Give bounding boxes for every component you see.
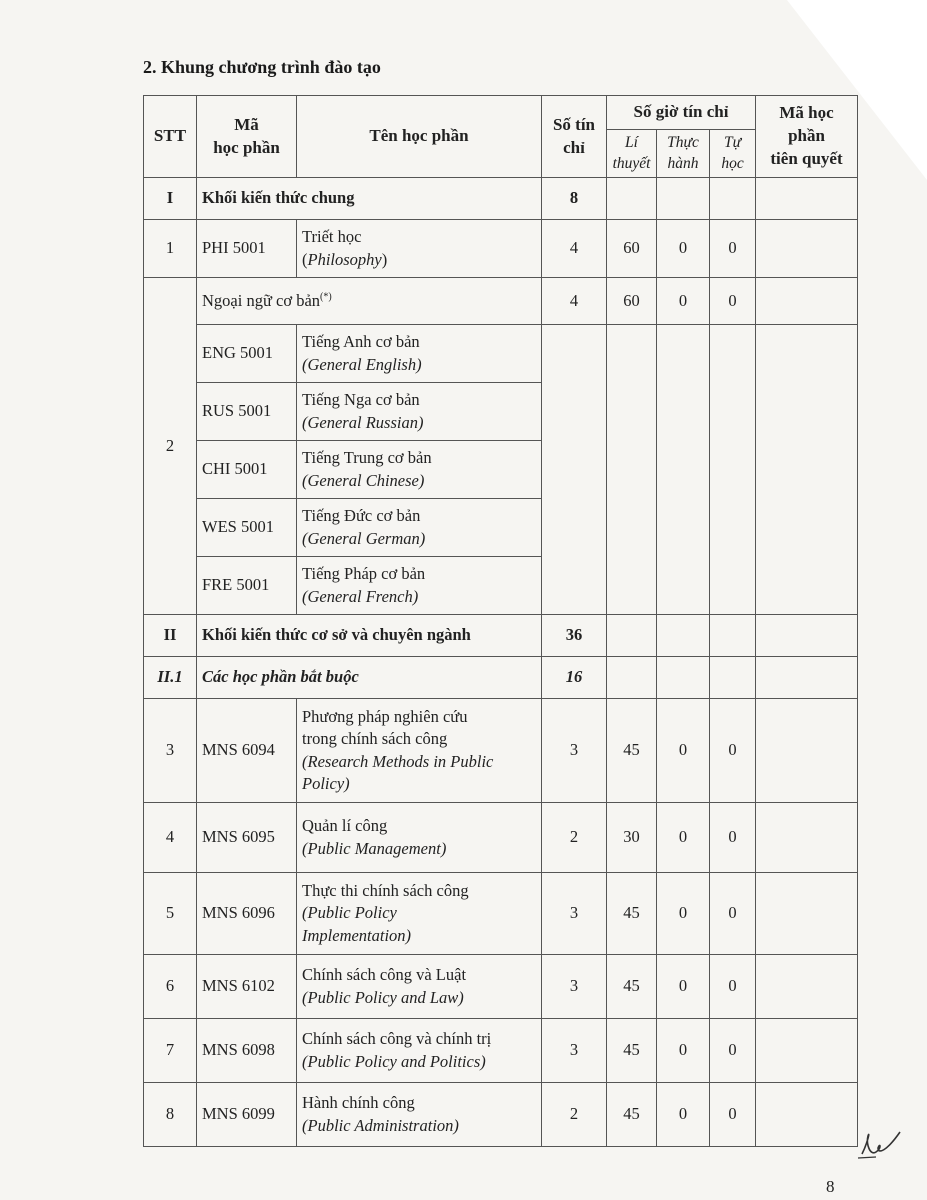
table-row: [144, 278, 858, 325]
course-name-en-line2: Implementation): [302, 925, 412, 945]
course-name-vi: Chính sách công và Luật: [302, 965, 467, 985]
theory-hours: 45: [607, 873, 657, 955]
course-name-en: (General Russian): [302, 412, 424, 432]
theory-hours: 60: [607, 220, 657, 278]
practice-hours: 0: [657, 803, 710, 873]
practice-hours: 0: [657, 1019, 710, 1083]
table-row: [144, 1083, 858, 1147]
practice-hours: 0: [657, 699, 710, 803]
course-name-vi: Ngoại ngữ cơ bản: [202, 290, 321, 310]
header-theory-line1: Lí: [625, 133, 638, 151]
course-name: [297, 1019, 542, 1083]
theory-hours: 60: [607, 278, 657, 325]
course-name-en-line2: Policy): [302, 773, 350, 793]
row-number: 7: [144, 1019, 197, 1083]
course-credits: 3: [542, 955, 607, 1019]
empty-cell: [756, 955, 858, 1019]
course-name-vi: Thực thi chính sách công: [302, 881, 469, 901]
row-number: 2: [144, 278, 197, 615]
course-name: [297, 803, 542, 873]
self-study-hours: 0: [710, 699, 756, 803]
empty-cell: [756, 615, 858, 657]
course-name-vi: Phương pháp nghiên cứu: [302, 706, 468, 726]
header-theory-line2: thuyết: [612, 154, 651, 172]
section-credits: 36: [542, 615, 607, 657]
course-name-en: (Public Policy and Law): [302, 987, 464, 1007]
self-study-hours: 0: [710, 955, 756, 1019]
self-study-hours: 0: [710, 1019, 756, 1083]
empty-cell: [756, 1019, 858, 1083]
section-row-II1: [144, 657, 858, 699]
empty-cell: [657, 657, 710, 699]
section-title: Khối kiến thức cơ sở và chuyên ngành: [197, 615, 542, 657]
empty-cell: [756, 278, 858, 325]
header-prereq-line2: phần: [788, 126, 825, 146]
course-code: PHI 5001: [197, 220, 297, 278]
curriculum-table: [143, 95, 858, 1147]
course-code: MNS 6102: [197, 955, 297, 1019]
course-credits: 4: [542, 278, 607, 325]
course-name: [297, 325, 542, 383]
empty-cell: [756, 803, 858, 873]
course-code: MNS 6098: [197, 1019, 297, 1083]
course-name-vi: Hành chính công: [302, 1093, 415, 1113]
course-code: RUS 5001: [197, 383, 297, 441]
empty-cell: [710, 615, 756, 657]
course-credits: 2: [542, 803, 607, 873]
self-study-hours: 0: [710, 278, 756, 325]
signature-mark: [856, 1122, 906, 1162]
course-name-vi: Tiếng Anh cơ bản: [302, 332, 420, 352]
empty-cell: [607, 325, 657, 615]
course-credits: 3: [542, 873, 607, 955]
course-name-vi: Chính sách công và chính trị: [302, 1029, 492, 1049]
empty-cell: [657, 615, 710, 657]
theory-hours: 45: [607, 1019, 657, 1083]
empty-cell: [710, 325, 756, 615]
course-name-en: (General German): [302, 528, 426, 548]
header-code: [197, 96, 297, 178]
course-name-en: (General English): [302, 354, 422, 374]
course-credits: 4: [542, 220, 607, 278]
course-name-vi-line2: trong chính sách công: [302, 729, 448, 749]
header-credits-line1: Số tín: [552, 114, 596, 134]
table-row: [144, 955, 858, 1019]
course-name: [297, 955, 542, 1019]
header-practice: [657, 130, 710, 178]
practice-hours: 0: [657, 1083, 710, 1147]
course-code: MNS 6095: [197, 803, 297, 873]
course-name-vi: Tiếng Nga cơ bản: [302, 390, 420, 410]
empty-cell: [756, 178, 858, 220]
course-name: [297, 873, 542, 955]
footnote-mark: (*): [320, 291, 332, 303]
theory-hours: 30: [607, 803, 657, 873]
empty-cell: [607, 178, 657, 220]
section-title: Khối kiến thức chung: [197, 178, 542, 220]
course-name-en: (Research Methods in Public: [302, 751, 494, 771]
section-heading: 2. Khung chương trình đào tạo: [143, 57, 381, 77]
header-self-study-line1: Tự: [723, 133, 742, 151]
course-credits: 2: [542, 1083, 607, 1147]
course-credits: 3: [542, 699, 607, 803]
practice-hours: 0: [657, 278, 710, 325]
table-row: [144, 699, 858, 803]
course-code: ENG 5001: [197, 325, 297, 383]
header-credits-line2: chỉ: [563, 137, 585, 157]
row-number: 1: [144, 220, 197, 278]
empty-cell: [756, 325, 858, 615]
theory-hours: 45: [607, 699, 657, 803]
section-row-I: [144, 178, 858, 220]
practice-hours: 0: [657, 873, 710, 955]
section-title: Các học phần bắt buộc: [197, 657, 542, 699]
row-number: 5: [144, 873, 197, 955]
header-code-line1: Mã: [234, 114, 259, 134]
course-name-en: (Public Policy: [302, 903, 397, 923]
course-name: [297, 499, 542, 557]
self-study-hours: 0: [710, 220, 756, 278]
section-number: II.1: [144, 657, 197, 699]
empty-cell: [607, 615, 657, 657]
empty-cell: [657, 325, 710, 615]
theory-hours: 45: [607, 1083, 657, 1147]
course-name-en: Philosophy: [307, 249, 382, 269]
row-number: 3: [144, 699, 197, 803]
practice-hours: 0: [657, 955, 710, 1019]
course-name: [297, 383, 542, 441]
table-row: [144, 803, 858, 873]
course-name: [297, 441, 542, 499]
section-number: I: [144, 178, 197, 220]
header-theory: [607, 130, 657, 178]
section-credits: 16: [542, 657, 607, 699]
self-study-hours: 0: [710, 1083, 756, 1147]
header-stt: STT: [144, 96, 197, 178]
course-name-vi: Tiếng Đức cơ bản: [302, 506, 421, 526]
row-number: 8: [144, 1083, 197, 1147]
header-prerequisite: [756, 96, 858, 178]
header-self-study: [710, 130, 756, 178]
course-name-en: (General Chinese): [302, 470, 425, 490]
header-course-name: Tên học phần: [297, 96, 542, 178]
course-name-vi: Tiếng Trung cơ bản: [302, 448, 432, 468]
course-name-en: (Public Management): [302, 838, 447, 858]
course-code: MNS 6094: [197, 699, 297, 803]
empty-cell: [607, 657, 657, 699]
table-row: [144, 873, 858, 955]
header-prereq-line1: Mã học: [779, 103, 834, 123]
course-name-vi: Quản lí công: [302, 816, 388, 836]
course-name-en: (Public Administration): [302, 1115, 459, 1135]
course-code: CHI 5001: [197, 441, 297, 499]
section-credits: 8: [542, 178, 607, 220]
header-code-line2: học phần: [213, 137, 280, 157]
table-row: [144, 220, 858, 278]
theory-hours: 45: [607, 955, 657, 1019]
course-name-vi: Triết học: [302, 227, 362, 247]
course-name: Triết học (Philosophy): [297, 220, 542, 278]
course-name: [297, 557, 542, 615]
course-code: MNS 6099: [197, 1083, 297, 1147]
empty-cell: [756, 699, 858, 803]
empty-cell: [756, 1083, 858, 1147]
course-name: [297, 1083, 542, 1147]
table-row: [144, 1019, 858, 1083]
course-code: FRE 5001: [197, 557, 297, 615]
header-credit-hours: Số giờ tín chỉ: [607, 96, 756, 130]
header-practice-line2: hành: [667, 154, 699, 172]
section-row-II: [144, 615, 858, 657]
course-name: [197, 278, 542, 325]
course-credits: 3: [542, 1019, 607, 1083]
page-number: 8: [826, 1177, 835, 1196]
empty-cell: [756, 657, 858, 699]
row-number: 4: [144, 803, 197, 873]
course-name-en: (Public Policy and Politics): [302, 1051, 486, 1071]
header-practice-line1: Thực: [667, 133, 699, 151]
empty-cell: [657, 178, 710, 220]
practice-hours: 0: [657, 220, 710, 278]
empty-cell: [756, 220, 858, 278]
course-code: MNS 6096: [197, 873, 297, 955]
self-study-hours: 0: [710, 803, 756, 873]
empty-cell: [756, 873, 858, 955]
empty-cell: [710, 657, 756, 699]
course-name-en: (General French): [302, 586, 419, 606]
header-credits: [542, 96, 607, 178]
header-prereq-line3: tiên quyết: [770, 148, 843, 168]
empty-cell: [710, 178, 756, 220]
header-row-1: [144, 96, 858, 130]
course-name-vi: Tiếng Pháp cơ bản: [302, 564, 426, 584]
sub-course-row: [144, 325, 858, 383]
row-number: 6: [144, 955, 197, 1019]
header-self-study-line2: học: [721, 154, 744, 172]
empty-cell: [542, 325, 607, 615]
course-name: [297, 699, 542, 803]
course-code: WES 5001: [197, 499, 297, 557]
self-study-hours: 0: [710, 873, 756, 955]
section-number: II: [144, 615, 197, 657]
